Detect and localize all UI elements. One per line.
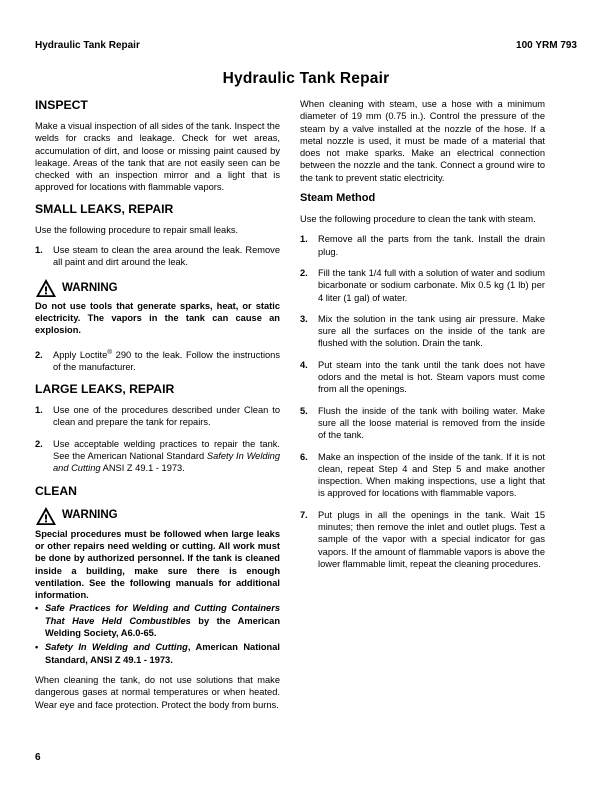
clean-paragraph: When cleaning the tank, do not use solutions that make dangerous gases at normal temperatures or when heated. Wear eye and face protection. Protect the body from burns. — [35, 674, 280, 710]
step-text: Use one of the procedures described under Clean to clean and prepare the tank for repairs. — [53, 405, 280, 428]
steam-step: 5. Flush the inside of the tank with boiling water. Make sure all the loose material is removed from the inside of the tank. — [300, 405, 545, 441]
small-leaks-step-1 — [35, 244, 280, 269]
steam-step: 1. Remove all the parts from the tank. Install the drain plug. — [300, 234, 545, 257]
step-number: 2. — [35, 438, 43, 449]
large-leaks-step-1 — [35, 404, 280, 429]
page-title: Hydraulic Tank Repair — [222, 70, 390, 87]
small-leaks-intro: Use the following procedure to repair small leaks. — [35, 224, 239, 235]
steam-cleaning-paragraph: When cleaning with steam, use a hose with a minimum diameter of 19 mm (0.75 in.). Control the pressure of the steam by a valve installed at the nozzle of the hose. If a metal nozzle is used, it must be made of a material that does not make sparks. Make an electrical connection between the nozzle and the tank. Connect a ground wire to the tank to prevent static electricity. — [300, 99, 545, 183]
warning-label: WARNING — [62, 509, 118, 522]
steam-method-heading: Steam Method — [300, 192, 376, 205]
large-leaks-step-2 — [35, 438, 280, 475]
small-leaks-heading: SMALL LEAKS, REPAIR — [35, 201, 174, 216]
page-number: 6 — [35, 752, 41, 763]
steam-method-intro: Use the following procedure to clean the tank with steam. — [300, 214, 536, 225]
reference-bullet-2: • Safety In Welding and Cutting, American National Standard, ANSI Z 49.1 - 1973. — [35, 642, 280, 665]
steam-step: 4. Put steam into the tank until the tank does not have odors and the metal is hot. Steam vapors must come from all the openings. — [300, 359, 545, 395]
step-number: 1. — [35, 405, 43, 416]
step-number: 2. — [35, 349, 43, 360]
steam-step: 6. Make an inspection of the inside of the tank. If it is not clean, repeat Step 4 and Step 5 and make another inspection. When making inspections, use a light that is approved for locations with flammable vapors. — [300, 451, 545, 499]
running-header-title: Hydraulic Tank Repair — [35, 40, 140, 51]
inspect-paragraph: Make a visual inspection of all sides of the tank. Inspect the welds for cracks and leakage. Check for wet areas, accumulation of dirt, and loose or missing paint caused by leakage. Areas of the tank that are not easily seen can be checked with an inspection mirror and a light that is approved for locations with flammable vapors. — [35, 121, 280, 193]
steam-step: 3. Mix the solution in the tank using air pressure. Make sure all the surfaces on the inside of the tank are flushed with the solution. Drain the tank. — [300, 313, 545, 349]
clean-heading: CLEAN — [35, 483, 77, 498]
steam-steps-list — [300, 233, 545, 570]
step-text: Use steam to clean the area around the leak. Remove all paint and dirt around the leak. — [53, 245, 280, 268]
step-text: Use acceptable welding practices to repair the tank. See the American National Standard Safety In Welding and Cutting ANSI Z 49.1 - 1973. — [53, 438, 280, 474]
step-text: Apply Loctite® 290 to the leak. Follow the instructions of the manufacturer. — [53, 348, 280, 372]
left-column — [35, 98, 280, 719]
warning-triangle-icon — [35, 278, 57, 298]
step-number: 1. — [35, 245, 43, 256]
warning-header — [35, 506, 280, 526]
steam-step: 7. Put plugs in all the openings in the tank. Wait 15 minutes; then remove the inlet and outlet plugs. Test a sample of the vapor with a special indicator for gas vapors. If the amount of flammable vapors is above the lower flammable limit, repeat the cleaning procedures. — [300, 509, 545, 569]
large-leaks-heading: LARGE LEAKS, REPAIR — [35, 382, 175, 397]
inspect-heading: INSPECT — [35, 98, 88, 112]
document-code: 100 YRM 793 — [516, 40, 577, 51]
warning-header — [35, 278, 280, 298]
warning-text: Special procedures must be followed when large leaks or other repairs need welding or cutting. All work must be done by authorized personnel. If the tank is cleaned inside a building, make sure there is enough ventilation. See the following manuals for additional information. — [35, 528, 280, 601]
right-column — [300, 98, 545, 579]
steam-step: 2. Fill the tank 1/4 full with a solution of water and sodium bicarbonate or sodium carbonate. Mix 0.5 kg (1 lb) per 4 liter (1 gal) of water. — [300, 267, 545, 303]
warning-triangle-icon — [35, 506, 57, 526]
warning-label: WARNING — [62, 281, 118, 294]
small-leaks-step-2 — [35, 349, 280, 374]
reference-bullet-1: • Safe Practices for Welding and Cutting Containers That Have Held Combustibles by the American Welding Society, A6.0-65. — [35, 603, 280, 639]
warning-text: Do not use tools that generate sparks, heat, or static electricity. The vapors in the tank can cause an explosion. — [35, 300, 280, 336]
